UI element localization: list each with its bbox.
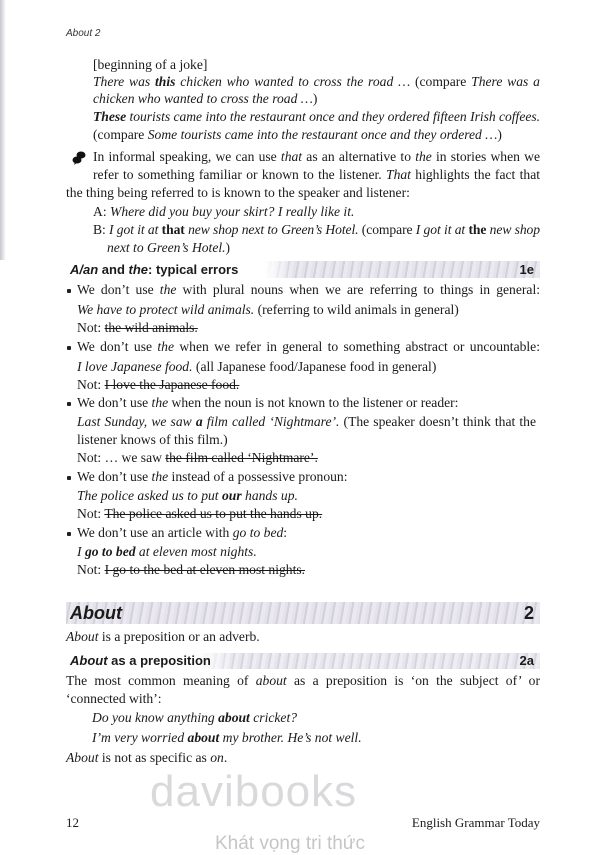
italic-run: chicken who wanted to cross the road … <box>175 74 415 89</box>
text-run: refer to something familiar or known to the listener. <box>93 167 387 182</box>
italic-run: Do you know anything <box>92 710 219 725</box>
section-title: About <box>70 603 122 623</box>
text-run: A: <box>93 204 110 219</box>
italic-run: Last Sunday, we saw <box>77 414 196 429</box>
preposition-text-line-1 <box>66 672 540 690</box>
bullet-2-example <box>77 358 436 376</box>
italic-run: tourists came into the restaurant once and they ordered fifteen Irish coffees. <box>126 109 540 124</box>
text-run: listener knows of this film.) <box>77 432 228 447</box>
italic-run: the <box>151 469 169 484</box>
section-number: 2 <box>523 603 534 623</box>
bullet-4-rule <box>77 468 348 486</box>
joke-example-line-2 <box>93 90 317 108</box>
bullet-3-example-line-2 <box>77 431 228 449</box>
bullet-icon <box>67 532 71 536</box>
running-header: About 2 <box>66 28 101 39</box>
bullet-3-example-line-1 <box>77 413 536 431</box>
text-run: ‘connected with’: <box>66 691 162 706</box>
dialog-b-line-2 <box>107 239 230 257</box>
italic-run: There was <box>93 74 156 89</box>
text-run: when we refer in general to something abstract or uncountable: <box>174 339 540 354</box>
informal-note-line-1 <box>93 148 540 166</box>
bold-italic-run: this <box>155 74 176 89</box>
bullet-3-rule <box>77 394 458 412</box>
bullet-5-example <box>77 543 257 561</box>
bold-italic-run: About <box>70 653 108 668</box>
italic-run: the <box>159 282 177 297</box>
italic-run: I love Japanese food. <box>77 359 193 374</box>
text-run: in stories when we <box>431 149 540 164</box>
text-run: the thing being referred to is known to the speaker and listener: <box>66 185 410 200</box>
bold-italic-run: about <box>218 710 250 725</box>
italic-run: Where did you buy your skirt? I really like it. <box>110 204 355 219</box>
italic-run: new shop next to Green’s Hotel. <box>184 222 359 237</box>
text-run: Not: … we saw <box>77 450 166 465</box>
bullet-3-incorrect <box>77 449 318 467</box>
bullet-icon <box>67 402 71 406</box>
bold-italic-run: These <box>93 109 127 124</box>
italic-run: at eleven most nights. <box>135 544 257 559</box>
tourists-example-line-2 <box>93 126 502 144</box>
bold-run: and <box>98 262 129 277</box>
italic-run: film called ‘Nightmare’. <box>202 414 340 429</box>
bullet-2-incorrect <box>77 376 239 394</box>
book-title: English Grammar Today <box>411 815 540 830</box>
italic-run: I got it at <box>415 222 469 237</box>
italic-run: my brother. He’s not well. <box>219 730 362 745</box>
text-run: as a preposition is ‘on the subject of’ or <box>286 673 540 688</box>
section-number: 1e <box>519 262 534 277</box>
italic-run: next to Green’s Hotel. <box>107 240 226 255</box>
italic-run: cricket? <box>249 710 298 725</box>
joke-label <box>93 56 207 74</box>
text-run: Not: <box>77 377 105 392</box>
text-run: is not as specific as <box>98 750 211 765</box>
italic-run: about <box>255 673 287 688</box>
italic-run: About <box>66 629 99 644</box>
text-run: The most common meaning of <box>66 673 256 688</box>
section-number: 2a <box>519 653 534 668</box>
italic-run: the <box>157 339 174 354</box>
watermark-brand: davibooks <box>150 767 358 816</box>
italic-run: About <box>66 750 99 765</box>
text-run: as an alternative to <box>302 149 416 164</box>
bullet-icon <box>67 346 71 350</box>
italic-run: We have to protect wild animals. <box>77 302 255 317</box>
text-run: In informal speaking, we can use <box>93 149 281 164</box>
italic-run: that <box>280 149 303 164</box>
preposition-text-line-2 <box>66 690 162 708</box>
struck-incorrect-run: I go to the bed at eleven most nights. <box>104 562 306 577</box>
preposition-example-2 <box>92 729 362 747</box>
bullet-4-incorrect <box>77 505 322 523</box>
bullet-icon <box>67 289 71 293</box>
italic-run: The police asked us to put <box>77 488 222 503</box>
text-run: We don’t use <box>77 395 152 410</box>
text-run: (compare <box>358 222 416 237</box>
bold-run: as a preposition <box>107 653 211 668</box>
italic-run: Some tourists came into the restaurant once and they ordered … <box>147 127 498 142</box>
bold-italic-run: a <box>195 414 203 429</box>
text-run: ) <box>497 127 502 142</box>
bold-italic-run: our <box>221 488 242 503</box>
section-title <box>70 653 211 669</box>
italic-run: go to bed <box>232 525 284 540</box>
italic-run: There was a <box>471 74 540 89</box>
text-run: (compare <box>93 127 148 142</box>
bold-run: the <box>468 222 487 237</box>
bold-italic-run: about <box>187 730 220 745</box>
text-run: when the noun is not known to the listener or reader: <box>168 395 459 410</box>
text-run: : <box>283 525 288 540</box>
tourists-example-line-1 <box>93 108 540 126</box>
text-run: with plural nouns when we are referring to things in general: <box>176 282 540 297</box>
italic-run: I <box>77 544 85 559</box>
text-run: ) <box>225 240 231 255</box>
text-run: We don’t use <box>77 282 160 297</box>
bullet-4-example <box>77 487 298 505</box>
text-run: B: <box>93 222 109 237</box>
text-run: (all Japanese food/Japanese food in general) <box>192 359 437 374</box>
text-run: We don’t use <box>77 469 152 484</box>
bold-italic-run: A/an <box>70 262 99 277</box>
struck-incorrect-run: I love the Japanese food. <box>104 377 240 392</box>
dialog-b-line-1 <box>93 221 540 239</box>
struck-incorrect-run: the wild animals. <box>104 320 198 335</box>
text-run: (The speaker doesn’t think that the <box>339 414 536 429</box>
bold-italic-run: the <box>128 262 149 277</box>
italic-run: new shop <box>486 222 540 237</box>
italic-run: I got it at <box>109 222 162 237</box>
text-run: We don’t use <box>77 339 158 354</box>
about-intro <box>66 628 260 646</box>
italic-run: I’m very worried <box>92 730 188 745</box>
text-run: . <box>223 750 228 765</box>
watermark-slogan: Khát vọng tri thức <box>215 833 366 854</box>
italic-run: on <box>210 750 224 765</box>
bullet-1-example <box>77 301 459 319</box>
preposition-text-line-3 <box>66 749 227 767</box>
bullet-icon <box>67 476 71 480</box>
page-number: 12 <box>66 815 79 830</box>
text-run: Not: <box>77 320 105 335</box>
text-run: Not: <box>77 562 105 577</box>
italic-run: the <box>151 395 169 410</box>
bullet-1-rule <box>77 281 540 299</box>
bold-italic-run: go to bed <box>84 544 136 559</box>
page-edge-shadow <box>0 0 6 260</box>
informal-note-line-3 <box>66 184 410 202</box>
speech-bubbles-icon <box>72 150 86 166</box>
text-run: [beginning of a joke] <box>93 57 208 72</box>
bullet-5-incorrect <box>77 561 305 579</box>
bullet-1-incorrect <box>77 319 198 337</box>
informal-note-line-2 <box>93 166 540 184</box>
bullet-5-rule <box>77 524 287 542</box>
text-run: Not: <box>77 506 105 521</box>
preposition-example-1 <box>92 709 297 727</box>
struck-incorrect-run: The police asked us to put the hands up. <box>104 506 323 521</box>
section-heading-1e <box>66 261 540 278</box>
text-run: instead of a possessive pronoun: <box>168 469 348 484</box>
italic-run: hands up. <box>241 488 298 503</box>
bullet-2-rule <box>77 338 540 356</box>
bold-run: : typical errors <box>148 262 239 277</box>
dialog-a <box>93 203 354 221</box>
joke-example-line-1 <box>93 73 540 91</box>
text-run: We don’t use an article with <box>77 525 233 540</box>
section-heading-2a <box>66 653 540 669</box>
text-run: highlights the fact that <box>410 167 541 182</box>
bold-run: that <box>161 222 185 237</box>
section-heading-2 <box>66 602 540 624</box>
text-run: is a preposition or an adverb. <box>98 629 260 644</box>
italic-run: the <box>415 149 432 164</box>
text-run: (referring to wild animals in general) <box>254 302 459 317</box>
italic-run: chicken who wanted to cross the road … <box>93 91 313 106</box>
italic-run: That <box>386 167 411 182</box>
text-run: ) <box>312 91 318 106</box>
text-run: (compare <box>414 74 472 89</box>
struck-incorrect-run: the film called ‘Nightmare’. <box>165 450 318 465</box>
section-title <box>70 261 238 278</box>
